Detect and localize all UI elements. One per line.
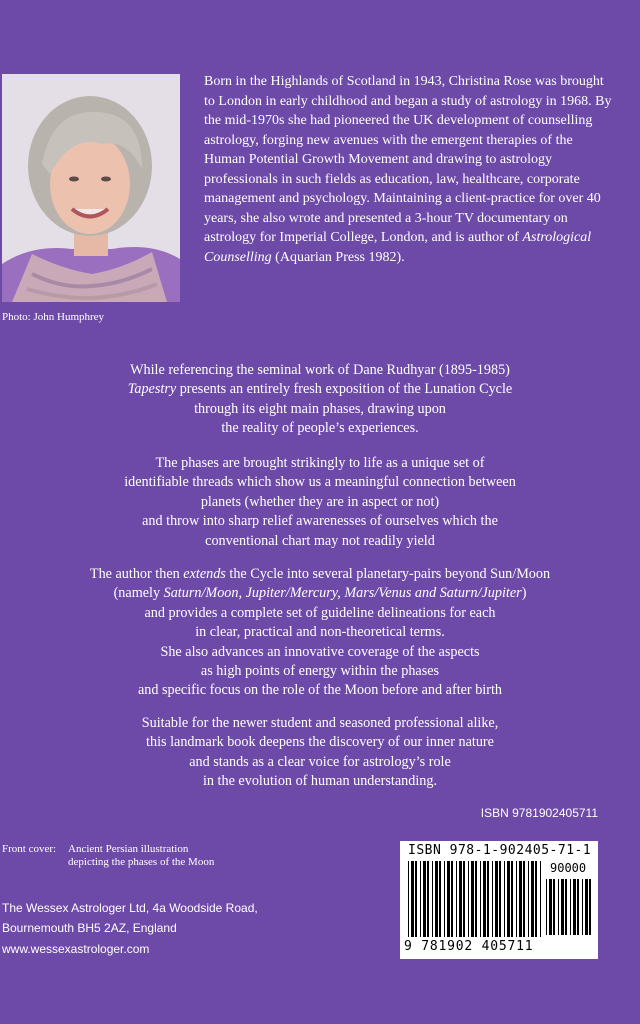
- planet-pairs: Saturn/Moon, Jupiter/Mercury, Mars/Venus and Saturn/Jupiter: [163, 585, 522, 602]
- barcode-bar: [411, 861, 414, 937]
- front-cover-label: Front cover:: [2, 843, 57, 855]
- para1-line: the reality of people’s experiences.: [221, 420, 419, 437]
- description-paragraph-2: [20, 454, 620, 551]
- barcode-bar: [553, 879, 555, 935]
- barcode-bar: [483, 861, 486, 937]
- isbn-text: ISBN 9781902405711: [480, 806, 598, 820]
- bio-book-title: Astrological Counselling: [204, 230, 592, 265]
- barcode-bar: [427, 861, 429, 937]
- barcode-bar: [447, 861, 450, 937]
- para4-line: in the evolution of human understanding.: [202, 773, 438, 790]
- barcode-bar: [439, 861, 441, 937]
- para3-line: ): [521, 585, 527, 602]
- barcode-bar: [456, 861, 457, 937]
- bio-text: Born in the Highlands of Scotland in 1943, Christina Rose was brought to London in early childhood and began a study of astrology in 1968. By the mid-1970s she had pioneered the UK development of counselling astrology, forging new avenues with the emergent therapies of the Human Potential Growth Movement and drawing to astrology professionals in such fields as education, law, healthcare, corporate management and psychology. Maintaining a client-practice for over 40 years, she also wrote and presented a 3-hour TV documentary on astrology for Imperial College, London, and is author of: [204, 74, 612, 245]
- barcode-bar: [540, 861, 541, 937]
- barcode-addon-number: 90000: [550, 861, 587, 875]
- para3-line: The author then: [89, 566, 184, 582]
- front-cover-line: depicting the phases of the Moon: [68, 856, 215, 868]
- barcode-bar: [444, 861, 445, 937]
- barcode-bar: [589, 879, 591, 935]
- barcode-bar: [549, 879, 552, 935]
- para3-emphasis: extends: [183, 566, 226, 582]
- barcode-isbn-label: ISBN 978-1-902405-71-1: [408, 843, 592, 858]
- barcode-bar: [487, 861, 489, 937]
- barcode-bars: [408, 861, 544, 937]
- para3-line: and specific focus on the role of the Moon before and after birth: [137, 682, 502, 699]
- barcode-bar: [435, 861, 438, 937]
- barcode-addon-bars: [546, 879, 592, 935]
- barcode-bar: [423, 861, 426, 937]
- barcode-bar: [504, 861, 505, 937]
- barcode-bar: [516, 861, 517, 937]
- barcode-bar: [573, 879, 576, 935]
- front-cover-line: Ancient Persian illustration: [68, 843, 189, 855]
- barcode-bar: [531, 861, 534, 937]
- barcode-bar: [471, 861, 474, 937]
- barcode-bar: [565, 879, 567, 935]
- front-cover-credit: [2, 843, 214, 869]
- author-bio: [204, 72, 614, 267]
- barcode-bar: [499, 861, 501, 937]
- barcode-ean-number: 9 781902 405711: [404, 939, 534, 954]
- para3-line: She also advances an innovative coverage of the aspects: [160, 643, 480, 660]
- para4-line: this landmark book deepens the discovery of our inner nature: [146, 734, 494, 751]
- barcode-bar: [561, 879, 564, 935]
- para4-line: Suitable for the newer student and seasoned professional alike,: [141, 715, 499, 731]
- barcode-bar: [475, 861, 477, 937]
- publisher-line: Bournemouth BH5 2AZ, England: [2, 921, 177, 935]
- para3-line: and provides a complete set of guideline delineations for each: [144, 604, 496, 621]
- barcode-bar: [507, 861, 510, 937]
- barcode-bar: [528, 861, 529, 937]
- para3-line: as high points of energy within the phases: [200, 663, 440, 680]
- barcode-bar: [432, 861, 433, 937]
- barcode-bar: [459, 861, 462, 937]
- publisher-website: www.wessexastrologer.com: [2, 942, 150, 956]
- book-title: Tapestry: [127, 381, 177, 398]
- barcode-bar: [570, 879, 571, 935]
- barcode-bar: [420, 861, 421, 937]
- barcode-bar: [582, 879, 583, 935]
- description-paragraph-1: [20, 361, 620, 439]
- para2-line: planets (whether they are in aspect or not): [200, 493, 440, 510]
- barcode-bar: [468, 861, 469, 937]
- barcode-bar: [408, 861, 409, 937]
- para1-line: presents an entirely fresh exposition of the Lunation Cycle: [176, 381, 513, 398]
- para1-line: While referencing the seminal work of Dane Rudhyar (1895-1985): [130, 362, 510, 378]
- author-photo: [2, 74, 180, 302]
- para3-line: (namely: [113, 585, 164, 602]
- barcode-bar: [535, 861, 537, 937]
- publisher-line: The Wessex Astrologer Ltd, 4a Woodside Road,: [2, 901, 258, 915]
- barcode-bar: [546, 879, 547, 935]
- barcode-bar: [577, 879, 579, 935]
- para4-line: and stands as a clear voice for astrology’s role: [189, 753, 451, 770]
- description-paragraph-4: [20, 714, 620, 792]
- barcode-bar: [585, 879, 588, 935]
- barcode-bar: [415, 861, 417, 937]
- para2-line: and throw into sharp relief awarenesses of ourselves which the: [142, 513, 498, 530]
- para3-line: in clear, practical and non-theoretical terms.: [195, 624, 445, 641]
- para1-line: through its eight main phases, drawing upon: [194, 400, 446, 417]
- barcode-bar: [519, 861, 522, 937]
- barcode-bar: [523, 861, 525, 937]
- barcode-bar: [492, 861, 493, 937]
- photo-credit: Photo: John Humphrey: [2, 311, 105, 323]
- para3-line: the Cycle into several planetary-pairs beyond Sun/Moon: [225, 566, 551, 582]
- barcode-bar: [463, 861, 465, 937]
- para2-line: conventional chart may not readily yield: [205, 532, 435, 549]
- bio-text-end: (Aquarian Press 1982).: [271, 249, 405, 265]
- publisher-address: [2, 898, 258, 938]
- barcode-bar: [511, 861, 513, 937]
- barcode-bar: [495, 861, 498, 937]
- para2-line: identifiable threads which show us a meaningful connection between: [124, 474, 516, 491]
- barcode-bar: [451, 861, 453, 937]
- description-paragraph-3: [20, 565, 620, 701]
- barcode: [400, 841, 598, 959]
- barcode-bar: [480, 861, 481, 937]
- para2-line: The phases are brought strikingly to life as a unique set of: [155, 455, 485, 471]
- barcode-bar: [558, 879, 559, 935]
